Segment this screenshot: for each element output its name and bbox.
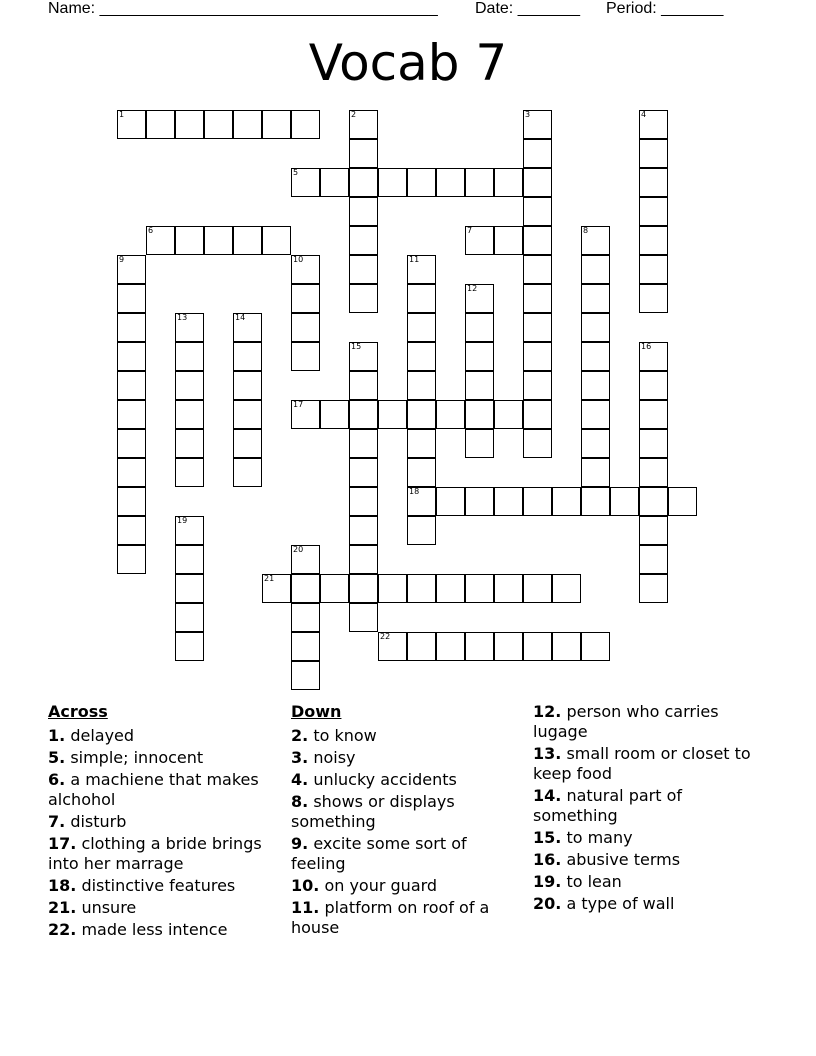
grid-cell[interactable] (494, 487, 523, 516)
clue-number-label: 6. (48, 770, 66, 789)
grid-cell[interactable] (523, 226, 552, 255)
grid-cell[interactable] (465, 632, 494, 661)
grid-cell[interactable] (581, 429, 610, 458)
grid-cell[interactable] (175, 516, 204, 545)
grid-cell[interactable] (233, 400, 262, 429)
grid-cell[interactable] (523, 197, 552, 226)
grid-cell[interactable] (233, 458, 262, 487)
grid-cell[interactable] (233, 313, 262, 342)
grid-cell[interactable] (639, 197, 668, 226)
clue-number: 4 (641, 110, 647, 119)
grid-cell[interactable] (523, 429, 552, 458)
grid-cell[interactable] (291, 284, 320, 313)
clue-text: excite some sort of feeling (291, 834, 467, 873)
clue-number-label: 1. (48, 726, 66, 745)
grid-cell[interactable] (465, 574, 494, 603)
clue-number: 21 (264, 574, 275, 583)
grid-cell[interactable] (407, 255, 436, 284)
grid-cell[interactable] (581, 313, 610, 342)
grid-cell[interactable] (494, 574, 523, 603)
clue-number-label: 10. (291, 876, 320, 895)
grid-cell[interactable] (146, 226, 175, 255)
grid-cell[interactable] (581, 371, 610, 400)
clue-number-label: 5. (48, 748, 66, 767)
clue-text: shows or displays something (291, 792, 455, 831)
grid-cell[interactable] (378, 168, 407, 197)
clue-item (533, 786, 763, 826)
clue-text: natural part of something (533, 786, 683, 825)
grid-cell[interactable] (465, 342, 494, 371)
grid-cell[interactable] (465, 487, 494, 516)
grid-cell[interactable] (436, 632, 465, 661)
grid-cell[interactable] (407, 371, 436, 400)
clue-text: delayed (70, 726, 135, 745)
grid-cell[interactable] (291, 110, 320, 139)
clue-item (533, 894, 763, 914)
down-clues-continued (533, 702, 763, 916)
grid-cell[interactable] (465, 371, 494, 400)
grid-cell[interactable] (639, 487, 668, 516)
grid-cell[interactable] (175, 545, 204, 574)
clue-number: 18 (409, 487, 420, 496)
grid-cell[interactable] (291, 255, 320, 284)
clue-item (533, 850, 763, 870)
grid-cell[interactable] (494, 226, 523, 255)
grid-cell[interactable] (436, 168, 465, 197)
grid-cell[interactable] (639, 226, 668, 255)
clue-item (48, 876, 273, 896)
grid-cell[interactable] (291, 168, 320, 197)
grid-cell[interactable] (117, 487, 146, 516)
clue-number-label: 12. (533, 702, 562, 721)
grid-cell[interactable] (581, 342, 610, 371)
grid-cell[interactable] (668, 487, 697, 516)
clue-text: to many (566, 828, 633, 847)
clue-number-label: 11. (291, 898, 320, 917)
clue-number-label: 3. (291, 748, 309, 767)
grid-cell[interactable] (523, 313, 552, 342)
grid-cell[interactable] (349, 400, 378, 429)
grid-cell[interactable] (117, 342, 146, 371)
grid-cell[interactable] (349, 574, 378, 603)
grid-cell[interactable] (581, 632, 610, 661)
clue-text: platform on roof of a house (291, 898, 490, 937)
grid-cell[interactable] (233, 429, 262, 458)
grid-cell[interactable] (117, 545, 146, 574)
grid-cell[interactable] (407, 458, 436, 487)
grid-cell[interactable] (349, 284, 378, 313)
grid-cell[interactable] (465, 168, 494, 197)
grid-cell[interactable] (552, 632, 581, 661)
clue-number-label: 9. (291, 834, 309, 853)
grid-cell[interactable] (465, 429, 494, 458)
down-heading: Down (291, 702, 342, 721)
grid-cell[interactable] (581, 487, 610, 516)
grid-cell[interactable] (233, 342, 262, 371)
puzzle-title: Vocab 7 (308, 34, 508, 92)
clue-number: 12 (467, 284, 478, 293)
clue-item (291, 726, 521, 746)
grid-cell[interactable] (349, 458, 378, 487)
grid-cell[interactable] (523, 487, 552, 516)
grid-cell[interactable] (291, 574, 320, 603)
clue-number: 7 (467, 226, 473, 235)
grid-cell[interactable] (291, 632, 320, 661)
clue-item (48, 812, 273, 832)
name-field[interactable]: Name: ______________________________________ (48, 0, 438, 17)
grid-cell[interactable] (175, 110, 204, 139)
grid-cell[interactable] (523, 371, 552, 400)
clue-item (533, 828, 763, 848)
grid-cell[interactable] (291, 342, 320, 371)
clue-item (291, 748, 521, 768)
grid-cell[interactable] (407, 632, 436, 661)
grid-cell[interactable] (465, 284, 494, 313)
clue-text: unsure (81, 898, 137, 917)
grid-cell[interactable] (552, 487, 581, 516)
clue-number-label: 16. (533, 850, 562, 869)
grid-cell[interactable] (262, 226, 291, 255)
clue-number-label: 14. (533, 786, 562, 805)
clue-text: noisy (313, 748, 356, 767)
grid-cell[interactable] (523, 168, 552, 197)
grid-cell[interactable] (581, 255, 610, 284)
grid-cell[interactable] (436, 400, 465, 429)
clue-number: 22 (380, 632, 391, 641)
grid-cell[interactable] (320, 400, 349, 429)
grid-cell[interactable] (494, 400, 523, 429)
clue-number-label: 13. (533, 744, 562, 763)
grid-cell[interactable] (291, 603, 320, 632)
grid-cell[interactable] (117, 255, 146, 284)
grid-cell[interactable] (465, 313, 494, 342)
grid-cell[interactable] (349, 168, 378, 197)
grid-cell[interactable] (407, 313, 436, 342)
grid-cell[interactable] (523, 342, 552, 371)
grid-cell[interactable] (175, 458, 204, 487)
grid-cell[interactable] (233, 110, 262, 139)
clue-number-label: 18. (48, 876, 77, 895)
clue-number-label: 8. (291, 792, 309, 811)
clue-number: 17 (293, 400, 304, 409)
grid-cell[interactable] (233, 226, 262, 255)
grid-cell[interactable] (407, 429, 436, 458)
grid-cell[interactable] (407, 400, 436, 429)
grid-cell[interactable] (523, 400, 552, 429)
grid-cell[interactable] (146, 110, 175, 139)
clue-item (291, 770, 521, 790)
clue-number: 2 (351, 110, 357, 119)
clue-number: 8 (583, 226, 589, 235)
grid-cell[interactable] (639, 458, 668, 487)
grid-cell[interactable] (523, 284, 552, 313)
clue-text: simple; innocent (70, 748, 204, 767)
grid-cell[interactable] (407, 342, 436, 371)
grid-cell[interactable] (552, 574, 581, 603)
date-field[interactable]: Date: _______ (475, 0, 580, 17)
grid-cell[interactable] (117, 110, 146, 139)
grid-cell[interactable] (407, 574, 436, 603)
clue-item (533, 744, 763, 784)
clue-text: made less intence (81, 920, 228, 939)
clue-item (291, 834, 521, 874)
clue-number: 14 (235, 313, 246, 322)
clue-text: distinctive features (81, 876, 236, 895)
grid-cell[interactable] (639, 110, 668, 139)
grid-cell[interactable] (262, 574, 291, 603)
grid-cell[interactable] (117, 516, 146, 545)
grid-cell[interactable] (349, 429, 378, 458)
clue-text: on your guard (324, 876, 438, 895)
grid-cell[interactable] (639, 342, 668, 371)
grid-cell[interactable] (639, 255, 668, 284)
clue-number: 11 (409, 255, 420, 264)
grid-cell[interactable] (465, 226, 494, 255)
grid-cell[interactable] (175, 632, 204, 661)
grid-cell[interactable] (349, 545, 378, 574)
grid-cell[interactable] (639, 429, 668, 458)
clue-item (48, 770, 273, 810)
grid-cell[interactable] (349, 371, 378, 400)
grid-cell[interactable] (349, 342, 378, 371)
grid-cell[interactable] (349, 197, 378, 226)
clue-item (48, 920, 273, 940)
grid-cell[interactable] (117, 313, 146, 342)
grid-cell[interactable] (494, 168, 523, 197)
grid-cell[interactable] (117, 458, 146, 487)
grid-cell[interactable] (523, 255, 552, 284)
clue-text: abusive terms (566, 850, 681, 869)
grid-cell[interactable] (175, 429, 204, 458)
clue-number-label: 22. (48, 920, 77, 939)
across-clues (48, 702, 273, 942)
clue-number-label: 7. (48, 812, 66, 831)
grid-cell[interactable] (639, 400, 668, 429)
grid-cell[interactable] (378, 574, 407, 603)
clue-number-label: 19. (533, 872, 562, 891)
clue-number: 13 (177, 313, 188, 322)
grid-cell[interactable] (349, 110, 378, 139)
grid-cell[interactable] (639, 516, 668, 545)
grid-cell[interactable] (523, 632, 552, 661)
grid-cell[interactable] (175, 603, 204, 632)
grid-cell[interactable] (349, 139, 378, 168)
grid-cell[interactable] (291, 400, 320, 429)
grid-cell[interactable] (465, 400, 494, 429)
clue-number: 20 (293, 545, 304, 554)
across-heading: Across (48, 702, 108, 721)
clue-number-label: 2. (291, 726, 309, 745)
clue-number: 15 (351, 342, 362, 351)
clue-number: 10 (293, 255, 304, 264)
clue-text: small room or closet to keep food (533, 744, 751, 783)
grid-cell[interactable] (639, 284, 668, 313)
clue-number: 16 (641, 342, 652, 351)
clue-text: clothing a bride brings into her marrage (48, 834, 262, 873)
clue-text: to know (313, 726, 377, 745)
clue-number-label: 21. (48, 898, 77, 917)
grid-cell[interactable] (117, 429, 146, 458)
clue-item (533, 702, 763, 742)
grid-cell[interactable] (581, 400, 610, 429)
grid-cell[interactable] (291, 313, 320, 342)
clue-item (48, 834, 273, 874)
grid-cell[interactable] (494, 632, 523, 661)
grid-cell[interactable] (233, 371, 262, 400)
clue-text: disturb (70, 812, 127, 831)
clue-number-label: 4. (291, 770, 309, 789)
grid-cell[interactable] (262, 110, 291, 139)
grid-cell[interactable] (378, 400, 407, 429)
clue-number: 19 (177, 516, 188, 525)
clue-number-label: 17. (48, 834, 77, 853)
grid-cell[interactable] (117, 400, 146, 429)
grid-cell[interactable] (407, 516, 436, 545)
grid-cell[interactable] (639, 139, 668, 168)
grid-cell[interactable] (175, 342, 204, 371)
clue-number: 5 (293, 168, 299, 177)
grid-cell[interactable] (117, 371, 146, 400)
clue-text: a machiene that makes alchohol (48, 770, 259, 809)
clue-number: 1 (119, 110, 125, 119)
grid-cell[interactable] (175, 371, 204, 400)
clue-item (48, 726, 273, 746)
grid-cell[interactable] (523, 139, 552, 168)
grid-cell[interactable] (610, 487, 639, 516)
grid-cell[interactable] (639, 168, 668, 197)
grid-cell[interactable] (639, 545, 668, 574)
grid-cell[interactable] (175, 574, 204, 603)
grid-cell[interactable] (349, 255, 378, 284)
grid-cell[interactable] (581, 226, 610, 255)
grid-cell[interactable] (175, 313, 204, 342)
grid-cell[interactable] (639, 574, 668, 603)
clue-text: person who carries lugage (533, 702, 719, 741)
grid-cell[interactable] (204, 226, 233, 255)
clue-item (291, 792, 521, 832)
grid-cell[interactable] (407, 168, 436, 197)
clue-number: 6 (148, 226, 154, 235)
grid-cell[interactable] (581, 458, 610, 487)
grid-cell[interactable] (204, 110, 233, 139)
down-clues (291, 702, 521, 940)
grid-cell[interactable] (291, 661, 320, 690)
grid-cell[interactable] (436, 574, 465, 603)
grid-cell[interactable] (117, 284, 146, 313)
grid-cell[interactable] (349, 487, 378, 516)
clue-item (291, 876, 521, 896)
grid-cell[interactable] (378, 632, 407, 661)
clue-number: 3 (525, 110, 531, 119)
grid-cell[interactable] (436, 487, 465, 516)
clue-item (48, 898, 273, 918)
grid-cell[interactable] (581, 284, 610, 313)
clue-number-label: 15. (533, 828, 562, 847)
grid-cell[interactable] (349, 516, 378, 545)
grid-cell[interactable] (320, 574, 349, 603)
period-field[interactable]: Period: _______ (606, 0, 724, 17)
grid-cell[interactable] (349, 603, 378, 632)
grid-cell[interactable] (407, 284, 436, 313)
grid-cell[interactable] (291, 545, 320, 574)
grid-cell[interactable] (407, 487, 436, 516)
clue-text: unlucky accidents (313, 770, 457, 789)
clue-item (533, 872, 763, 892)
grid-cell[interactable] (175, 400, 204, 429)
clue-text: to lean (566, 872, 622, 891)
clue-number: 9 (119, 255, 125, 264)
grid-cell[interactable] (349, 226, 378, 255)
clue-text: a type of wall (566, 894, 675, 913)
grid-cell[interactable] (523, 110, 552, 139)
clue-item (291, 898, 521, 938)
grid-cell[interactable] (639, 371, 668, 400)
grid-cell[interactable] (523, 574, 552, 603)
clue-item (48, 748, 273, 768)
clue-number-label: 20. (533, 894, 562, 913)
grid-cell[interactable] (175, 226, 204, 255)
grid-cell[interactable] (320, 168, 349, 197)
